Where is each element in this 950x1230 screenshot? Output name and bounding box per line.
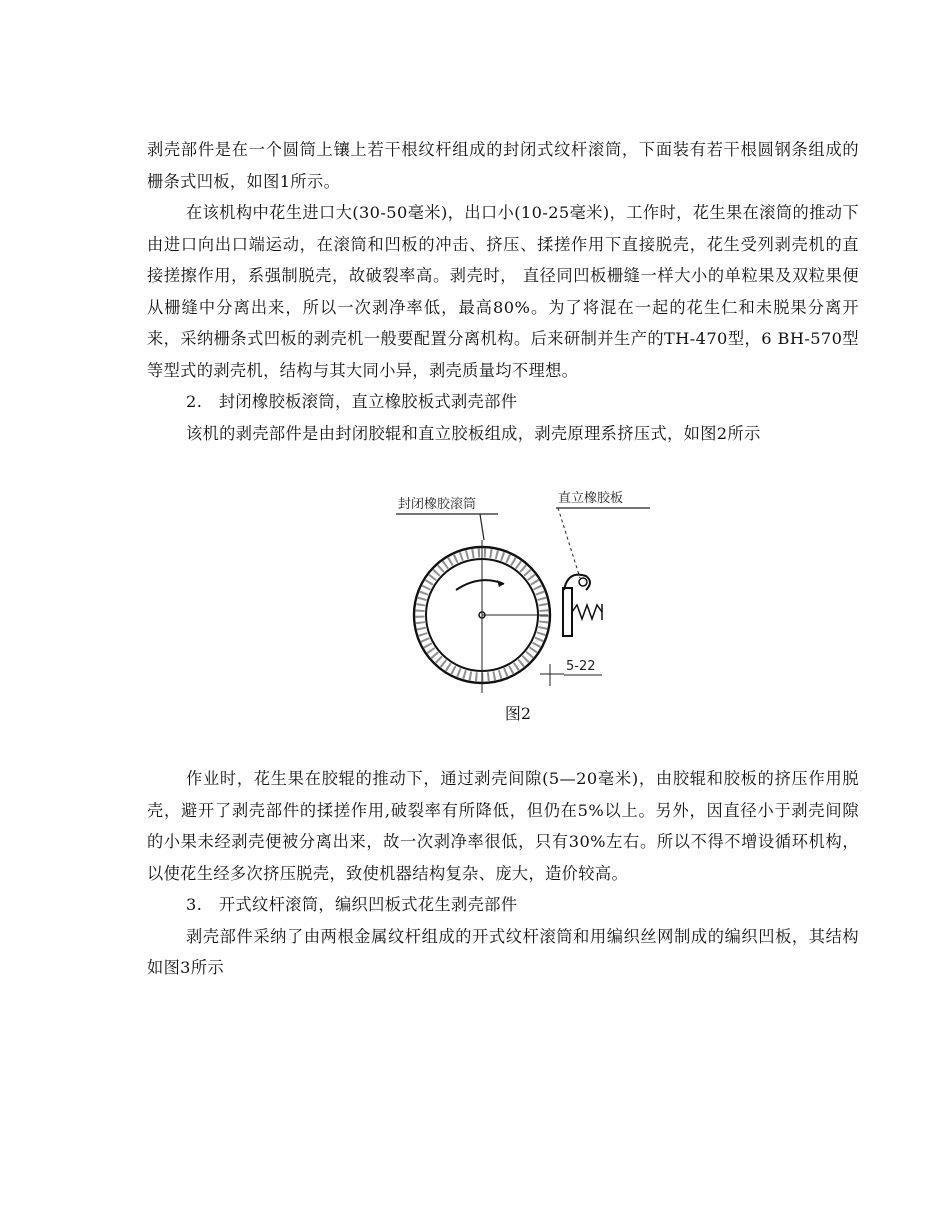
rubber-plate-body	[563, 588, 572, 636]
label-left-leader	[480, 514, 484, 540]
label-closed-rubber-roller: 封闭橡胶滚筒	[398, 497, 477, 512]
text-block-bottom	[147, 763, 859, 984]
rotation-arrow	[456, 580, 504, 590]
paragraph-4: 作业时，花生果在胶辊的推动下，通过剥壳间隙(5—20毫米)，由胶辊和胶板的挤压作用脱壳，避开了剥壳部件的揉搓作用,破裂率有所降低，但仍在5%以上。另外，因直径小于剥壳间隙的小果未经剥壳便被分离出来，故一次剥净率很低，只有30%左右。所以不得不增设循环机构，以使花生经多次挤压脱壳，致使机器结构复杂、庞大，造价较高。	[147, 769, 859, 883]
paragraph-3: 该机的剥壳部件是由封闭胶辊和直立胶板组成，剥壳原理系挤压式，如图2所示	[186, 423, 761, 443]
spring	[572, 605, 602, 619]
gap-dimension-label: 5-22	[566, 659, 596, 674]
rubber-plate-pivot	[579, 578, 587, 586]
text-block-top	[147, 134, 859, 449]
roller-diagram-svg	[380, 478, 680, 698]
figure-2-diagram	[380, 478, 680, 698]
paragraph-5: 剥壳部件采纳了由两根金属纹杆组成的开式纹杆滚筒和用编织丝网制成的编织凹板，其结构如图3所示	[147, 926, 859, 977]
rotation-arrowhead	[497, 580, 504, 587]
figure-caption: 图2	[504, 704, 532, 723]
section-heading-2: 2. 封闭橡胶板滚筒，直立橡胶板式剥壳部件	[186, 392, 518, 411]
label-right-leader	[558, 508, 580, 578]
section-heading-3: 3. 开式纹杆滚筒，编织凹板式花生剥壳部件	[186, 895, 518, 914]
paragraph-2: 在该机构中花生进口大(30-50毫米)，出口小(10-25毫米)，工作时，花生果在滚筒的推动下由进口向出口端运动，在滚筒和凹板的冲击、挤压、揉搓作用下直接脱壳，花生受列剥壳机的直接搓擦作用，系强制脱壳，故破裂率高。剥壳时， 直径同凹板栅缝一样大小的单粒果及双粒果便从栅缝中分离出来，所以一次剥净率低，最高80%。为了将混在一起的花生仁和未脱果分离开来，采纳栅条式凹板的剥壳机一般要配置分离机构。后来研制并生产的TH-470型，6 BH-570型等型式的剥壳机，结构与其大同小异，剥壳质量均不理想。	[147, 203, 859, 380]
label-vertical-rubber-plate: 直立橡胶板	[558, 491, 624, 506]
paragraph-1: 剥壳部件是在一个圆筒上镶上若干根纹杆组成的封闭式纹杆滚筒，下面装有若干根圆钢条组成的栅条式凹板，如图1所示。	[147, 140, 859, 191]
